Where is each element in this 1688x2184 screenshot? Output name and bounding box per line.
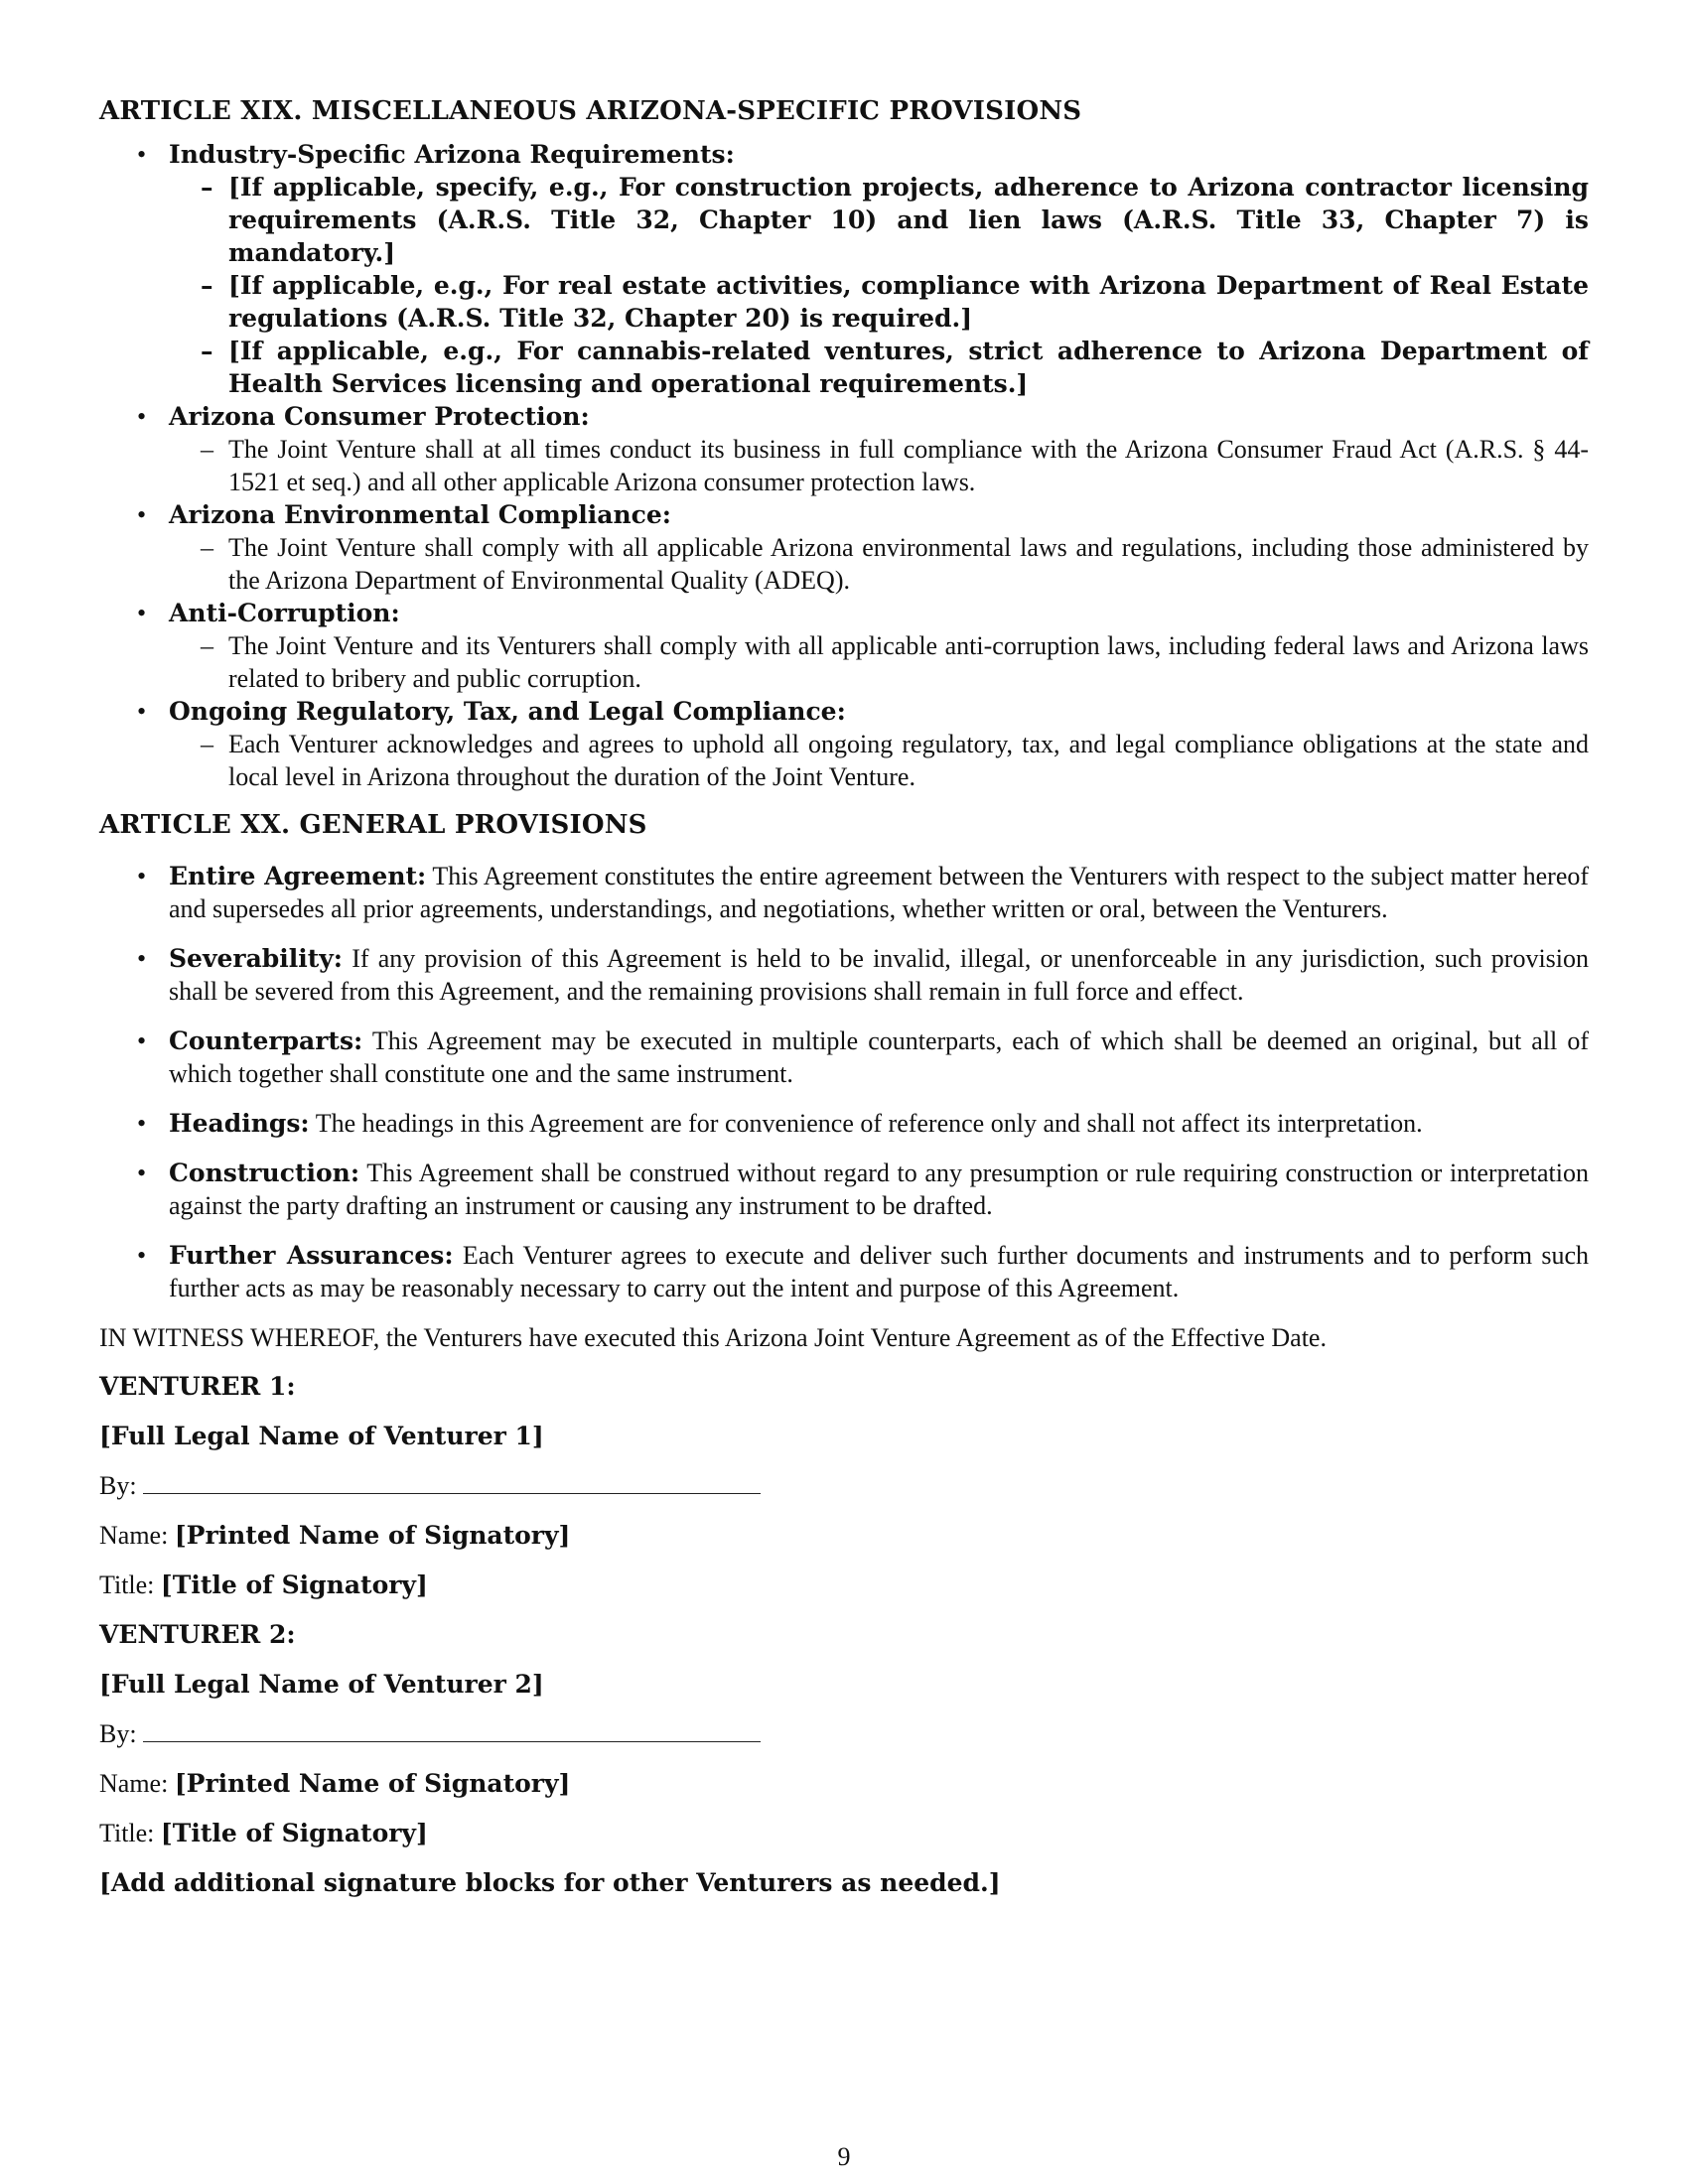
- list-item: [99, 942, 1589, 1008]
- list-item: [99, 138, 1589, 400]
- item-label: Headings:: [169, 1109, 310, 1138]
- sub-item: – Each Venturer acknowledges and agrees to uphold all ongoing regulatory, tax, and legal compliance obligations at the state and local level in Arizona throughout the duration of the Joint Venture.: [169, 728, 1589, 793]
- item-label: Further Assurances:: [169, 1241, 454, 1270]
- item-text: This Agreement shall be construed without regard to any presumption or rule requiring construction or interpretation against the party drafting an instrument or causing any instrument to be drafted.: [169, 1159, 1589, 1220]
- item-label: Construction:: [169, 1159, 360, 1187]
- name-label: Name:: [99, 1521, 169, 1550]
- list-item: [99, 695, 1589, 793]
- item-text: This Agreement constitutes the entire agreement between the Venturers with respect to the subject matter hereof and supersedes all prior agreements, understandings, and negotiations, whether written or oral, between the Venturers.: [169, 862, 1590, 923]
- item-heading: Arizona Environmental Compliance:: [169, 500, 672, 529]
- sub-item: – The Joint Venture and its Venturers shall comply with all applicable anti-corruption laws, including federal laws and Arizona laws related to bribery and public corruption.: [169, 629, 1589, 695]
- by-label: By:: [99, 1471, 137, 1500]
- sub-list: [169, 629, 1589, 695]
- sub-item: – [If applicable, e.g., For real estate activities, compliance with Arizona Department of Real Estate regulations (A.R.S. Title 32, Chapter 20) is required.]: [169, 269, 1589, 335]
- title-label: Title:: [99, 1570, 155, 1599]
- additional-signatures-note: [Add additional signature blocks for other Venturers as needed.]: [99, 1868, 1001, 1897]
- venturer-1-legal-name: [Full Legal Name of Venturer 1]: [99, 1422, 544, 1450]
- article-20-list: [99, 860, 1589, 1304]
- name-value: [Printed Name of Signatory]: [174, 1521, 571, 1550]
- item-heading: Anti-Corruption:: [169, 599, 400, 627]
- item-label: Counterparts:: [169, 1026, 363, 1055]
- venturer-1-by-line: [99, 1469, 1589, 1502]
- signature-line[interactable]: [143, 1471, 761, 1494]
- name-label: Name:: [99, 1769, 169, 1798]
- title-value: [Title of Signatory]: [160, 1570, 428, 1599]
- venturer-2-signature-block: [99, 1618, 1589, 1849]
- venturer-1-name-line: [99, 1519, 1589, 1552]
- venturer-2-legal-name: [Full Legal Name of Venturer 2]: [99, 1670, 544, 1699]
- item-heading: Arizona Consumer Protection:: [169, 402, 590, 431]
- venturer-2-name-line: [99, 1767, 1589, 1800]
- venturer-1-title-line: [99, 1569, 1589, 1601]
- name-value: [Printed Name of Signatory]: [174, 1769, 571, 1798]
- list-item: [99, 1157, 1589, 1222]
- list-item: [99, 498, 1589, 597]
- witness-clause: IN WITNESS WHEREOF, the Venturers have executed this Arizona Joint Venture Agreement as of the Effective Date.: [99, 1323, 1327, 1352]
- venturer-2-heading: VENTURER 2:: [99, 1620, 296, 1649]
- item-text: If any provision of this Agreement is held to be invalid, illegal, or unenforceable in any jurisdiction, such provision shall be severed from this Agreement, and the remaining provisions shall remain in full force and effect.: [169, 944, 1590, 1006]
- list-item: [99, 597, 1589, 695]
- item-text: This Agreement may be executed in multiple counterparts, each of which shall be deemed an original, but all of which together shall constitute one and the same instrument.: [169, 1026, 1590, 1088]
- page-number: 9: [837, 2142, 851, 2171]
- list-item: [99, 400, 1589, 498]
- venturer-1-signature-block: [99, 1370, 1589, 1601]
- sub-list: [169, 728, 1589, 793]
- sub-item: – The Joint Venture shall at all times conduct its business in full compliance with the Arizona Consumer Fraud Act (A.R.S. § 44-1521 et seq.) and all other applicable Arizona consumer protection laws.: [169, 433, 1589, 498]
- list-item: [99, 1024, 1589, 1090]
- venturer-2-title-line: [99, 1817, 1589, 1849]
- item-text: The headings in this Agreement are for convenience of reference only and shall not affect its interpretation.: [315, 1109, 1423, 1138]
- venturer-2-by-line: [99, 1717, 1589, 1750]
- sub-item: – The Joint Venture shall comply with all applicable Arizona environmental laws and regulations, including those administered by the Arizona Department of Environmental Quality (ADEQ).: [169, 531, 1589, 597]
- item-heading: Ongoing Regulatory, Tax, and Legal Compliance:: [169, 697, 846, 726]
- title-value: [Title of Signatory]: [160, 1819, 428, 1847]
- list-item: [99, 1107, 1589, 1140]
- list-item: [99, 860, 1589, 925]
- document-page: [99, 95, 1589, 1899]
- title-label: Title:: [99, 1819, 155, 1847]
- sub-item: – [If applicable, e.g., For cannabis-related ventures, strict adherence to Arizona Department of Health Services licensing and operational requirements.]: [169, 335, 1589, 400]
- article-20-title: ARTICLE XX. GENERAL PROVISIONS: [99, 810, 647, 840]
- sub-list: [169, 531, 1589, 597]
- article-19-title: ARTICLE XIX. MISCELLANEOUS ARIZONA-SPECIFIC PROVISIONS: [99, 96, 1082, 126]
- venturer-1-heading: VENTURER 1:: [99, 1372, 296, 1401]
- item-text: Each Venturer agrees to execute and deliver such further documents and instruments and to perform such further acts as may be reasonably necessary to carry out the intent and purpose of this Agreement.: [169, 1241, 1589, 1302]
- sub-list: [169, 171, 1589, 400]
- signature-line[interactable]: [143, 1719, 761, 1742]
- article-19-list: [99, 138, 1589, 793]
- sub-item: – [If applicable, specify, e.g., For construction projects, adherence to Arizona contractor licensing requirements (A.R.S. Title 32, Chapter 10) and lien laws (A.R.S. Title 33, Chapter 7) is mandatory.]: [169, 171, 1589, 269]
- item-heading: Industry-Specific Arizona Requirements:: [169, 140, 735, 169]
- list-item: [99, 1239, 1589, 1304]
- sub-list: [169, 433, 1589, 498]
- item-label: Entire Agreement:: [169, 862, 427, 890]
- item-label: Severability:: [169, 944, 344, 973]
- by-label: By:: [99, 1719, 137, 1748]
